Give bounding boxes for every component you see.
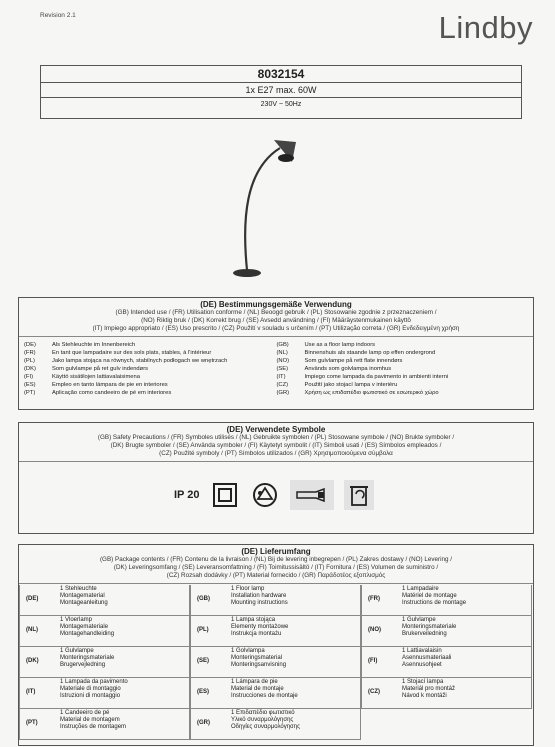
item-line: 1 Lampadaire <box>402 586 439 592</box>
brand-logo: Lindby <box>438 10 533 45</box>
item-line: 1 Lámpara de pie <box>231 679 278 685</box>
item-line: Brukerveiledning <box>402 631 447 637</box>
ip-rating: IP 20 <box>174 489 200 501</box>
item-line: 1 Gulvlampe <box>60 648 94 654</box>
item-line: 1 Lampa stojąca <box>231 617 276 623</box>
use-text: Som gulvlampe på ret gulv indendørs <box>52 366 149 372</box>
use-text: Käyttö sisätilojen lattiavalaisimena <box>52 374 140 380</box>
item-line: 1 Lampada da pavimento <box>60 679 128 685</box>
language-code: (PL) <box>197 627 209 633</box>
language-code: (GR) <box>276 390 290 396</box>
list-item <box>24 389 529 397</box>
language-code: (DE) <box>24 342 36 348</box>
item-line: Instrucciones de montaje <box>231 693 298 699</box>
table-row <box>19 616 190 647</box>
use-text: Použití jako stojací lampa v interiéru <box>304 382 398 388</box>
item-line: Montageanleitung <box>60 600 108 606</box>
use-text: Används som golvlampa inomhus <box>304 366 392 372</box>
intended-use-subtitle-3: (IT) Impiego appropriato / (ES) Uso prescrito / (CZ) Použití v souladu s určením / (PT) Utilização correta / (GR) Ενδεδειγμένη χρήση <box>92 325 460 333</box>
item-line: Οδηγίες συναρμολόγησης <box>231 724 300 730</box>
language-code: (ES) <box>24 382 36 388</box>
list-item <box>24 341 529 349</box>
language-code: (NO) <box>276 358 290 364</box>
language-code: (FI) <box>24 374 34 380</box>
item-line: Mounting instructions <box>231 600 288 606</box>
use-text: Binnenshuis als staande lamp op effen ondergrond <box>304 350 436 356</box>
symbols-subtitle-1: (GB) Safety Precautions / (FR) Symboles utilisés / (NL) Gebruikte symbolen / (PL) Stosowane symbole / (NO) Brukte symboler / <box>97 434 455 441</box>
language-code: (FR) <box>24 350 36 356</box>
language-code: (PL) <box>24 358 35 364</box>
symbols-subtitle-3: (CZ) Použité symboly / (PT) Símbolos utilizados / (GR) Χρησιμοποιούμενα σύμβολα <box>159 450 393 458</box>
bulb-spec: 1x E27 max. 60W <box>41 83 521 98</box>
table-row <box>19 585 190 616</box>
table-row <box>190 616 361 647</box>
floor-lamp-illustration <box>200 130 320 285</box>
language-code: (FI) <box>368 658 378 664</box>
language-code: (FR) <box>368 596 380 602</box>
language-code: (DK) <box>24 366 36 372</box>
table-row <box>19 709 190 740</box>
language-code: (IT) <box>26 689 36 695</box>
item-line: 1 Gulvlampe <box>402 617 436 623</box>
item-line: Istruzioni di montaggio <box>60 693 121 699</box>
use-text: En tant que lampadaire sur des sols plats, stables, à l'intérieur <box>52 350 212 356</box>
package-subtitle-3: (CZ) Rozsah dodávky / (PT) Material fornecido / (GR) Παράδοτέος εξοπλισμός <box>166 572 386 580</box>
protection-class-ii-icon <box>210 480 240 510</box>
use-text: Som gulvlampe på rett flate innendørs <box>304 358 403 364</box>
item-line: Elementy montażowe <box>231 624 289 630</box>
item-line: 1 Candeeiro de pé <box>60 710 110 716</box>
use-text: Aplicação como candeeiro de pé em interiores <box>52 390 172 396</box>
language-code: (GB) <box>276 342 289 348</box>
list-item <box>24 381 529 389</box>
language-code: (PT) <box>24 390 36 396</box>
item-line: Instructions de montage <box>402 600 467 606</box>
symbols-subtitle-2: (DK) Brugte symboler / (SE) Använda symboler / (FI) Käytetyt symbolit / (IT) Simboli usati / (ES) Símbolos empleados / <box>110 442 442 450</box>
item-line: Matériel de montage <box>402 593 457 599</box>
package-column <box>361 585 532 709</box>
table-row <box>190 647 361 678</box>
recycling-icon <box>250 480 280 510</box>
use-text: Impiego come lampada da pavimento in ambienti interni <box>304 374 449 380</box>
language-code: (NL) <box>26 627 38 633</box>
table-row <box>190 709 361 740</box>
table-row <box>190 678 361 709</box>
symbols-section <box>18 422 534 534</box>
intended-use-title: (DE) Bestimmungsgemäße Verwendung <box>200 300 352 309</box>
voltage-spec: 230V ~ 50Hz <box>260 101 302 108</box>
item-line: Installation hardware <box>231 593 287 599</box>
list-item <box>24 349 529 357</box>
use-text: Χρήση ως επιδαπέδιο φωτιστικό σε εσωτερικό χώρο <box>304 390 439 396</box>
list-item <box>24 373 529 381</box>
package-subtitle-2: (DK) Leveringsomfang / (SE) Leveransomfattning / (FI) Toimitussisältö / (IT) Fornitura / (ES) Volumen de suministro / <box>113 564 439 572</box>
item-line: Monteringsmateriale <box>402 624 457 630</box>
item-line: Asennusmateriaali <box>402 655 452 661</box>
item-line: 1 Stehleuchte <box>60 586 97 592</box>
language-code: (GB) <box>197 596 210 602</box>
language-code: (SE) <box>197 658 209 664</box>
language-code: (DK) <box>26 658 39 664</box>
language-code: (GR) <box>197 720 210 726</box>
item-line: Monteringsmateriale <box>60 655 115 661</box>
use-text: Jako lampa stojąca na równych, stabilnych podłogach we wnętrzach <box>52 358 228 364</box>
intended-use-subtitle-1: (GB) Intended use / (FR) Utilisation conforme / (NL) Beoogd gebruik / (PL) Stosowanie zgodnie z przeznaczeniem / <box>115 309 437 316</box>
table-row <box>19 678 190 709</box>
revision-label: Revision 2.1 <box>40 12 76 19</box>
led-bulb-icon <box>290 480 334 510</box>
language-code: (DE) <box>26 596 39 602</box>
table-row <box>361 585 532 616</box>
table-row <box>361 678 532 709</box>
item-line: Materiale di montaggio <box>60 686 121 692</box>
item-line: Instruções de montagem <box>60 724 127 730</box>
item-line: 1 Stojací lampa <box>402 679 444 685</box>
language-code: (ES) <box>197 689 209 695</box>
intended-use-list <box>24 341 529 397</box>
item-line: Υλικό συναρμολόγησης <box>231 717 294 723</box>
intended-use-section <box>18 297 534 410</box>
package-column <box>19 585 190 740</box>
table-row <box>361 647 532 678</box>
language-code: (SE) <box>276 366 289 372</box>
package-subtitle-1: (GB) Package contents / (FR) Contenu de la livraison / (NL) Bij de levering inbegrepen / (PL) Zakres dostawy / (NO) Levering / <box>99 556 453 563</box>
item-line: Montagematerial <box>60 593 105 599</box>
list-item <box>24 365 529 373</box>
item-line: Instrukcja montażu <box>231 631 282 637</box>
language-code: (CZ) <box>276 382 289 388</box>
use-text: Empleo en tanto lámpara de pie en interiores <box>52 382 168 388</box>
use-text: Als Stehleuchte im Innenbereich <box>52 342 136 348</box>
product-number: 8032154 <box>41 66 521 83</box>
item-line: 1 Floor lamp <box>231 586 265 592</box>
package-title: (DE) Lieferumfang <box>241 547 311 556</box>
table-row <box>190 585 361 616</box>
language-code: (NL) <box>276 350 288 356</box>
item-line: Material de montaje <box>231 686 284 692</box>
item-line: 1 Lattiavalaisin <box>402 648 442 654</box>
item-line: Monteringsmaterial <box>231 655 283 661</box>
language-code: (IT) <box>276 374 286 380</box>
item-line: Montagemateriale <box>60 624 109 630</box>
item-line: 1 Vloerlamp <box>60 617 93 623</box>
table-row <box>361 616 532 647</box>
item-line: Návod k montáži <box>402 693 447 699</box>
item-line: 1 Επιδαπέδιο φωτιστικό <box>231 710 295 716</box>
item-line: Brugervejledning <box>60 662 106 668</box>
language-code: (CZ) <box>368 689 380 695</box>
language-code: (PT) <box>26 720 38 726</box>
list-item <box>24 357 529 365</box>
package-contents-section <box>18 544 534 746</box>
use-text: Use as a floor lamp indoors <box>304 342 376 348</box>
intended-use-subtitle-2: (NO) Riktig bruk / (DK) Korrekt brug / (SE) Avsedd användning / (FI) Määräystenmukainen käyttö <box>141 317 411 325</box>
item-line: Material de montagem <box>60 717 120 723</box>
symbols-title: (DE) Verwendete Symbole <box>226 425 326 434</box>
language-code: (NO) <box>368 627 381 633</box>
item-line: Asennusohjeet <box>402 662 442 668</box>
item-line: Montagehandleiding <box>60 631 115 637</box>
symbols-row <box>174 480 374 510</box>
item-line: Materiál pro montáž <box>402 686 456 692</box>
table-row <box>19 647 190 678</box>
item-line: 1 Golvlampa <box>231 648 265 654</box>
weee-bin-icon <box>344 480 374 510</box>
product-header <box>40 65 522 119</box>
package-column <box>190 585 361 740</box>
item-line: Monteringsanvisning <box>231 662 287 668</box>
